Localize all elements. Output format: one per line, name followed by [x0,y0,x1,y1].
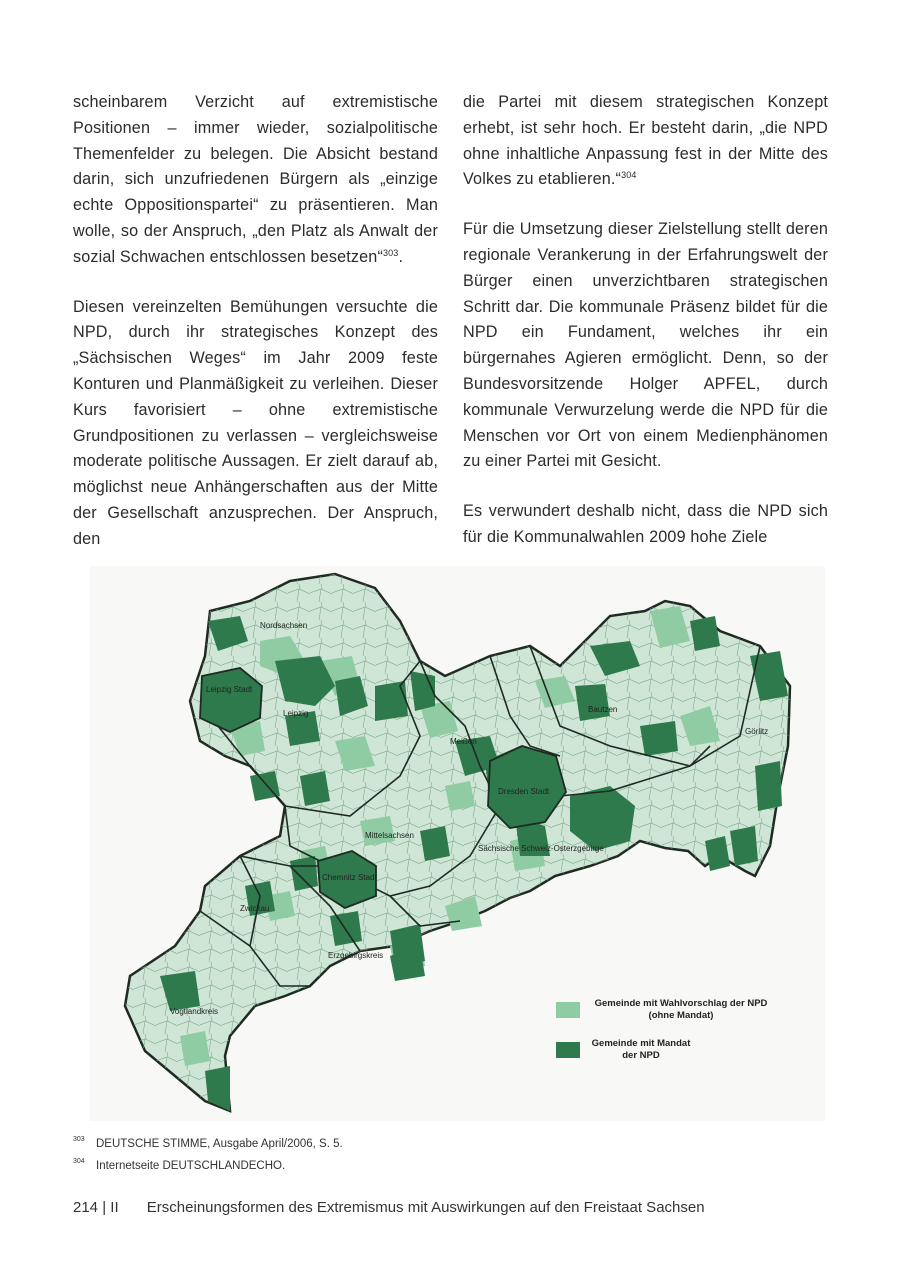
saxony-map-figure [90,566,825,1121]
map-label-meissen: Meißen [450,737,477,746]
footnote-text: DEUTSCHE STIMME, Ausgabe April/2006, S. 5. [96,1138,343,1150]
legend-swatch-mandate [556,1042,580,1058]
footnotes [73,1133,833,1177]
left-text-column [73,90,438,577]
legend-swatch-candidate [556,1002,580,1018]
paragraph: die Partei mit diesem strategischen Konzept erhebt, ist sehr hoch. Er besteht darin, „die NPD ohne inhaltliche Anpassung fest in der Mitte des Volkes zu etablieren.“$^{304}$ [463,93,828,189]
footnote-text: Internetseite DEUTSCHLANDECHO. [96,1160,286,1172]
footnote-ref[interactable]: 303 [383,247,399,258]
map-legend [556,998,776,1072]
saxony-map [90,566,825,1121]
map-label-saechsische-schweiz: Sächsische Schweiz-Osterzgebirge [478,844,604,853]
right-text-column [463,90,828,575]
map-label-erzgebirgskreis: Erzgebirgskreis [328,951,384,960]
legend-label-mandate: Gemeinde mit Mandat der NPD [591,1038,691,1061]
map-label-bautzen: Bautzen [588,705,618,714]
page-number: 214 [73,1199,99,1216]
footnote-number: 304 [73,1158,85,1165]
paragraph: Für die Umsetzung dieser Zielstellung stellt deren regionale Verankerung in der Erfahrungswelt der Bürger einen unverzichtbaren strategischen Schritt dar. Die kommunale Präsenz bildet für die NPD ein Fundament, welches ihr ein bürgernahes Agieren ermöglicht. Denn, so der Bundesvorsitzende Holger APFEL, durch kommunale Verwurzelung werde die NPD für die Menschen vor Ort von einem Medienphänomen zu einer Partei mit Gesicht. [463,220,828,471]
map-label-nordsachsen: Nordsachsen [260,621,308,630]
footnote [73,1133,833,1155]
paragraph: scheinbarem Verzicht auf extremistische Positionen – immer wieder, sozialpolitische Themenfelder zu belegen. Die Absicht bestand darin, sich unzufriedenen Bürgern als „einzige echte Oppositionspartei“ zu präsentieren. Man wolle, so der Anspruch, „den Platz als Anwalt der sozial Schwachen entschlossen besetzen“$^{303}$. [73,93,438,266]
paragraph: Es verwundert deshalb nicht, dass die NPD sich für die Kommunalwahlen 2009 hohe Ziele [463,502,828,546]
footnote [73,1155,833,1177]
chapter-number: II [110,1199,119,1216]
footnote-ref[interactable]: 304 [621,170,637,181]
page-footer [73,1199,853,1216]
legend-label-candidate: Gemeinde mit Wahlvorschlag der NPD (ohne Mandat) [594,998,768,1021]
footer-separator: | [102,1199,107,1216]
map-label-zwickau: Zwickau [240,904,270,913]
chapter-title: Erscheinungsformen des Extremismus mit Auswirkungen auf den Freistaat Sachsen [146,1199,705,1216]
map-label-leipzig: Leipzig [283,709,309,718]
map-label-leipzig-stadt: Leipzig Stadt [206,685,253,694]
map-label-goerlitz: Görlitz [745,727,769,736]
map-label-chemnitz-stadt: Chemnitz Stadt [322,873,377,882]
map-label-mittelsachsen: Mittelsachsen [365,831,414,840]
paragraph: Diesen vereinzelten Bemühungen versuchte die NPD, durch ihr strategisches Konzept des „Sächsischen Weges“ im Jahr 2009 feste Konturen und Planmäßigkeit zu verleihen. Dieser Kurs favorisiert – ohne extremistische Grundpositionen zu verlassen – vergleichsweise moderate politische Aussagen. Er zielt darauf ab, möglichst neue Anhängerschaften aus der Mitte der Gesellschaft anzusprechen. Der Anspruch, den [73,297,438,548]
map-label-vogtlandkreis: Vogtlandkreis [170,1007,219,1016]
footnote-number: 303 [73,1136,85,1143]
map-label-dresden-stadt: Dresden Stadt [498,787,550,796]
